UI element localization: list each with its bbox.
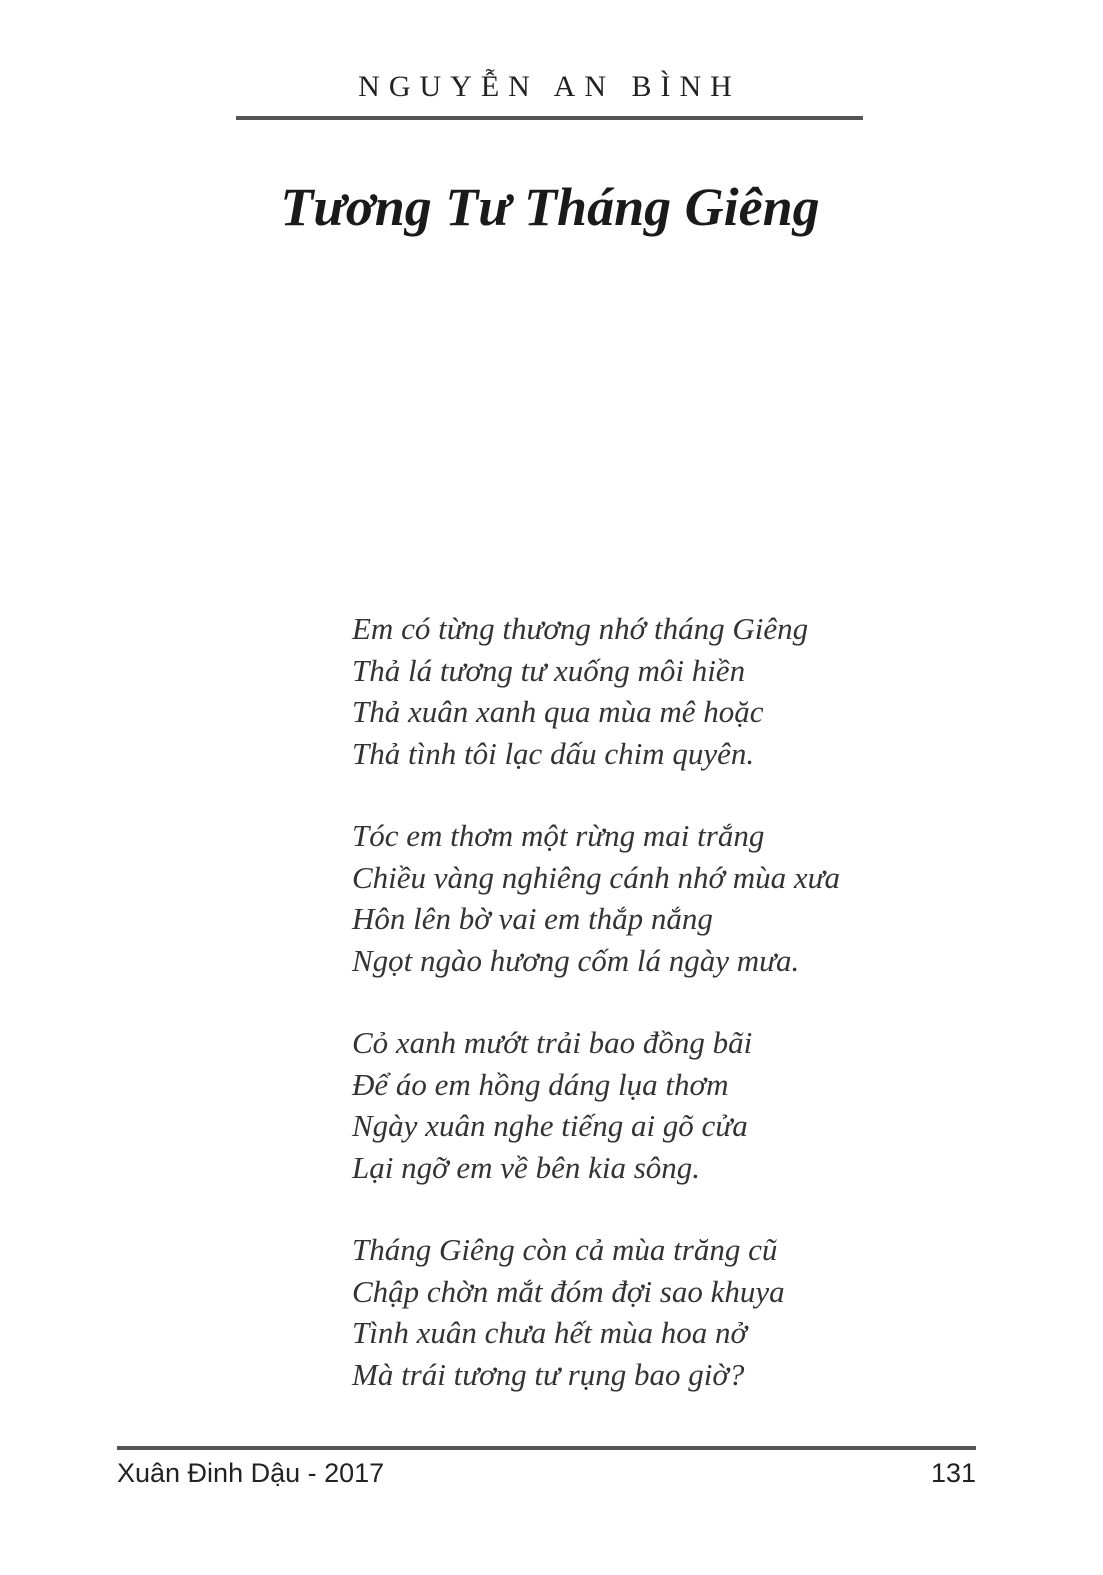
poem-line: Thả xuân xanh qua mùa mê hoặc — [352, 694, 764, 729]
poem-line: Mà trái tương tư rụng bao giờ? — [352, 1356, 745, 1392]
poem-line: Em có từng thương nhớ tháng Giêng — [352, 611, 809, 646]
stanza-3 — [352, 1022, 840, 1188]
header-divider — [236, 116, 863, 120]
poem-line: Để áo em hồng dáng lụa thơm — [352, 1066, 729, 1102]
poem-line: Cỏ xanh mướt trải bao đồng bãi — [352, 1025, 753, 1060]
poem-line: Hôn lên bờ vai em thắp nắng — [352, 901, 713, 936]
footer-publication: Xuân Đinh Dậu - 2017 — [117, 1458, 385, 1488]
poem-line: Thả tình tôi lạc dấu chim quyên. — [352, 735, 755, 771]
poem-line: Tình xuân chưa hết mùa hoa nở — [352, 1315, 748, 1350]
poem-line: Ngày xuân nghe tiếng ai gõ cửa — [352, 1108, 748, 1143]
poem-line: Tháng Giêng còn cả mùa trăng cũ — [352, 1232, 778, 1267]
author-header: NGUYỄN AN BÌNH — [358, 70, 741, 103]
page-number: 131 — [930, 1458, 976, 1488]
poem-line: Chiều vàng nghiêng cánh nhớ mùa xưa — [352, 859, 841, 895]
poem-line: Lại ngỡ em về bên kia sông. — [352, 1149, 701, 1185]
stanza-1 — [352, 608, 840, 774]
stanza-2 — [352, 815, 840, 981]
poem-line: Chập chờn mắt đóm đợi sao khuya — [352, 1273, 785, 1309]
poem-body — [352, 608, 840, 1436]
footer-divider — [117, 1446, 976, 1450]
stanza-4 — [352, 1229, 840, 1395]
poem-line: Ngọt ngào hương cốm lá ngày mưa. — [352, 942, 800, 978]
poem-line: Tóc em thơm một rừng mai trắng — [352, 818, 765, 853]
poem-title: Tương Tư Tháng Giêng — [280, 177, 820, 237]
poem-line: Thả lá tương tư xuống môi hiền — [352, 652, 746, 688]
